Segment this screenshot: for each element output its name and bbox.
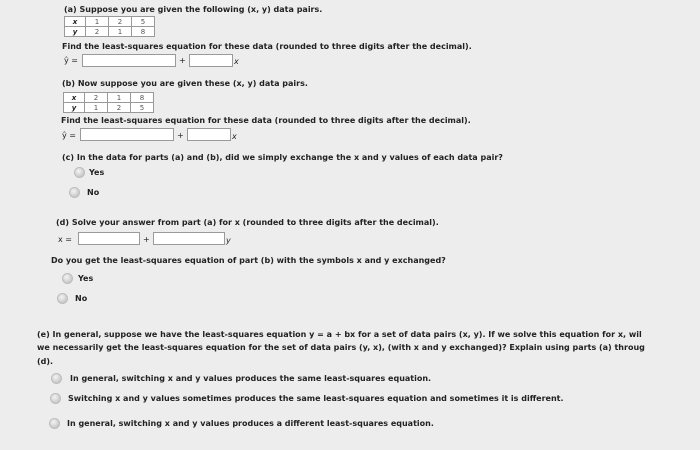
part-a-slope-input[interactable] bbox=[189, 54, 233, 67]
table-header-x: x bbox=[64, 93, 85, 103]
option-label-1: In general, switching x and y values produces the same least-squares equation. bbox=[70, 374, 432, 383]
part-c-question: (c) In the data for parts (a) and (b), did we simply exchange the x and y values of each data pair? bbox=[62, 153, 503, 162]
variable-label: x bbox=[234, 57, 239, 66]
table-row bbox=[65, 17, 155, 27]
part-a-instruction: Find the least-squares equation for these data (rounded to three digits after the decimal). bbox=[62, 42, 472, 51]
part-b-label: (b) bbox=[62, 79, 76, 88]
part-d-eq-lhs: x = bbox=[58, 235, 72, 244]
radio-no[interactable] bbox=[69, 187, 80, 198]
part-b-prompt bbox=[62, 79, 308, 88]
part-b-data-table bbox=[63, 92, 154, 113]
table-cell: 2 bbox=[86, 27, 109, 37]
option-label-yes: Yes bbox=[78, 274, 94, 283]
part-d-slope-input[interactable] bbox=[153, 232, 225, 245]
table-cell: 1 bbox=[108, 93, 131, 103]
table-cell: 1 bbox=[86, 17, 109, 27]
option-label-yes: Yes bbox=[89, 168, 105, 177]
table-cell: 2 bbox=[109, 17, 132, 27]
radio-option-3[interactable] bbox=[49, 418, 60, 429]
option-label-no: No bbox=[75, 294, 88, 303]
table-cell: 8 bbox=[131, 93, 154, 103]
part-b-instruction: Find the least-squares equation for these data (rounded to three digits after the decimal). bbox=[61, 116, 471, 125]
variable-label: y bbox=[226, 236, 231, 245]
table-cell: 5 bbox=[131, 103, 154, 113]
part-a-intercept-input[interactable] bbox=[82, 54, 176, 67]
table-cell: 2 bbox=[85, 93, 108, 103]
radio-yes[interactable] bbox=[74, 167, 85, 178]
part-a-eq-lhs: ŷ = bbox=[64, 56, 78, 65]
table-row bbox=[65, 27, 155, 37]
table-header-x: x bbox=[65, 17, 86, 27]
part-b-prompt-text: Now suppose you are given these (x, y) data pairs. bbox=[77, 79, 308, 88]
part-a-label: (a) bbox=[64, 5, 77, 14]
radio-no[interactable] bbox=[57, 293, 68, 304]
radio-option-2[interactable] bbox=[50, 393, 61, 404]
part-d-intercept-input[interactable] bbox=[78, 232, 140, 245]
table-row bbox=[64, 93, 154, 103]
option-label-3: In general, switching x and y values produces a different least-squares equation. bbox=[67, 419, 434, 428]
part-b-intercept-input[interactable] bbox=[80, 128, 174, 141]
table-header-y: y bbox=[64, 103, 85, 113]
radio-yes[interactable] bbox=[62, 273, 73, 284]
part-b-eq-lhs: ŷ = bbox=[62, 131, 76, 140]
plus-sign: + bbox=[179, 56, 186, 65]
part-b-slope-input[interactable] bbox=[187, 128, 231, 141]
variable-label: x bbox=[232, 132, 237, 141]
table-cell: 1 bbox=[85, 103, 108, 113]
option-label-no: No bbox=[87, 188, 100, 197]
table-cell: 1 bbox=[109, 27, 132, 37]
part-a-prompt bbox=[64, 5, 322, 14]
part-e-question-line1: (e) In general, suppose we have the least-squares equation y = a + bx for a set of data pairs (x, y). If we solve this equation for x, wil bbox=[37, 330, 642, 339]
part-d-question: (d) Solve your answer from part (a) for x (rounded to three digits after the decimal). bbox=[56, 218, 439, 227]
part-d-followup: Do you get the least-squares equation of part (b) with the symbols x and y exchanged? bbox=[51, 256, 446, 265]
table-header-y: y bbox=[65, 27, 86, 37]
option-label-2: Switching x and y values sometimes produces the same least-squares equation and sometimes it is different. bbox=[68, 394, 564, 403]
plus-sign: + bbox=[143, 235, 150, 244]
radio-option-1[interactable] bbox=[51, 373, 62, 384]
part-a-prompt-text: Suppose you are given the following (x, y) data pairs. bbox=[79, 5, 323, 14]
table-cell: 8 bbox=[132, 27, 155, 37]
part-e-question-line3: (d). bbox=[37, 357, 54, 366]
part-e-question-line2: we necessarily get the least-squares equation for the set of data pairs (y, x), (with x and y exchanged)? Explain using parts (a) throug bbox=[37, 343, 645, 352]
table-cell: 2 bbox=[108, 103, 131, 113]
table-cell: 5 bbox=[132, 17, 155, 27]
table-row bbox=[64, 103, 154, 113]
plus-sign: + bbox=[177, 131, 184, 140]
part-a-data-table bbox=[64, 16, 155, 37]
